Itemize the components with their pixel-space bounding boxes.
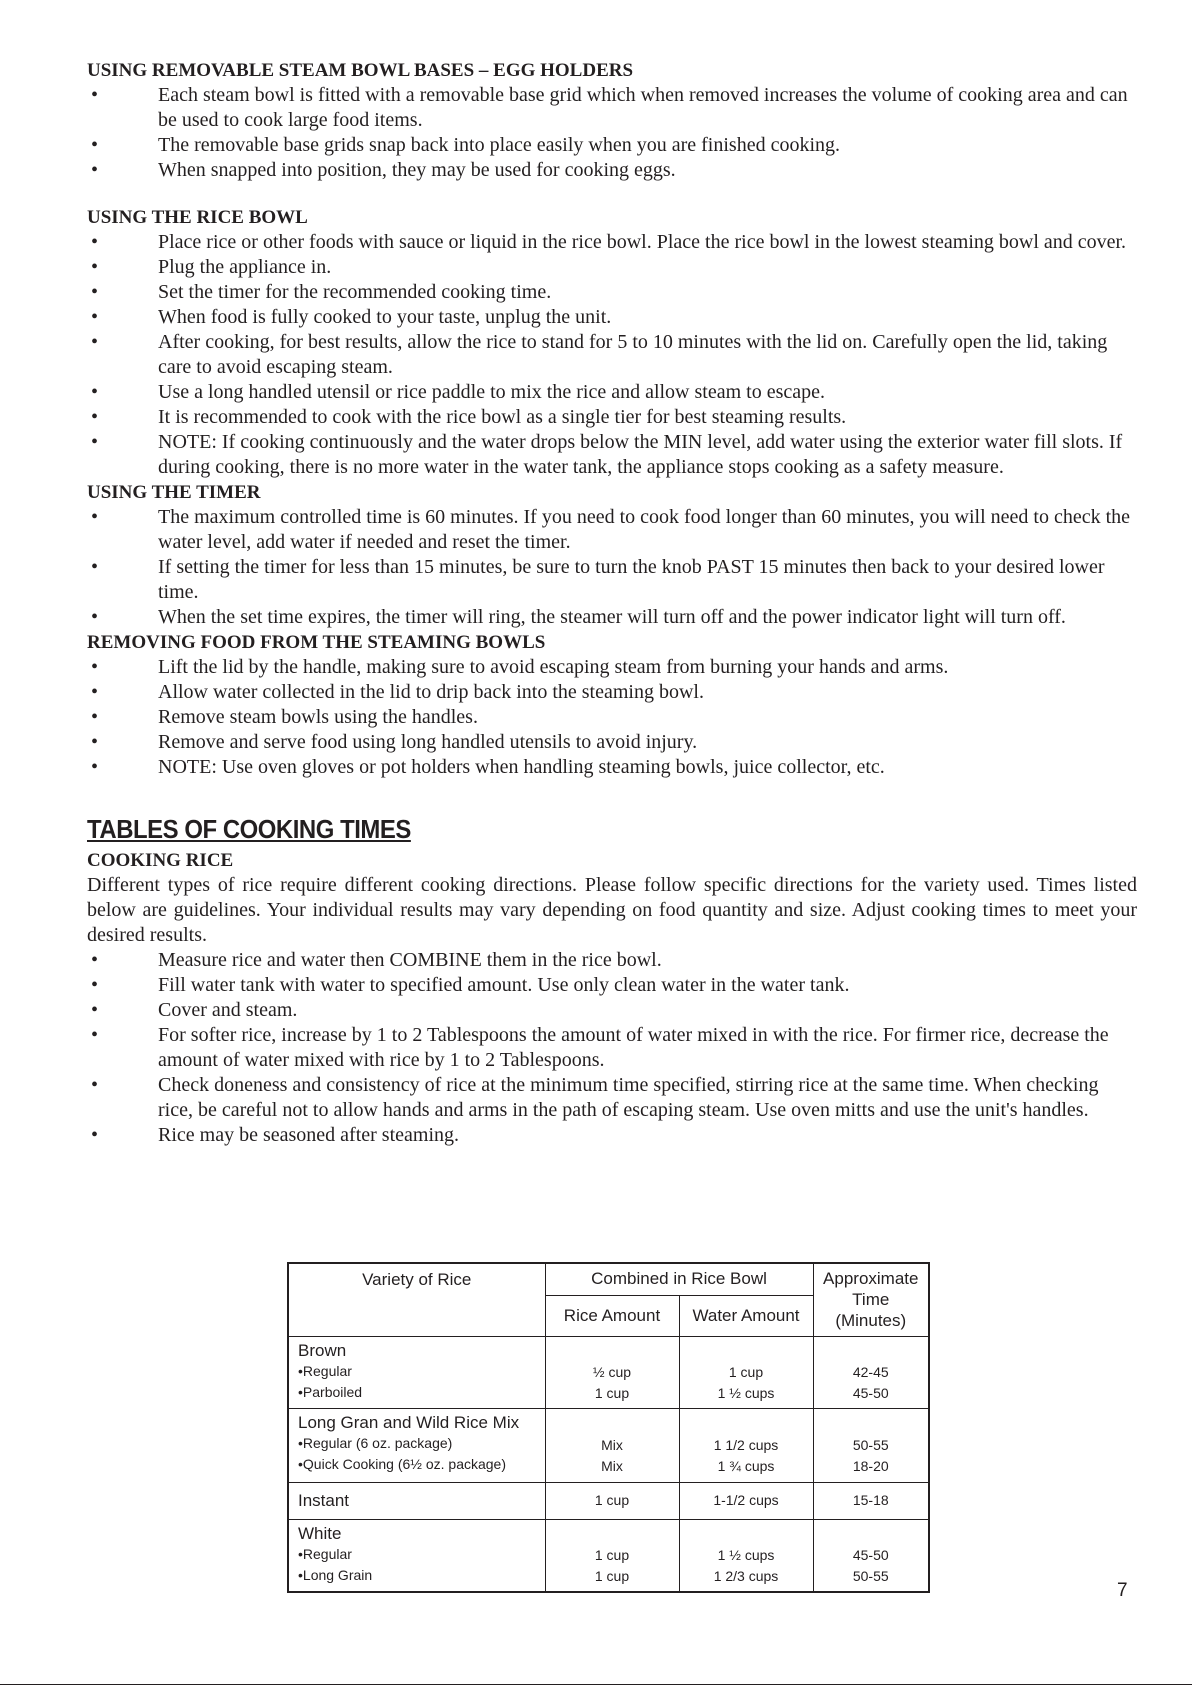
bullet-item: • For softer rice, increase by 1 to 2 Tablespoons the amount of water mixed in with the rice. For firmer rice, decrease the amount of water mixed with rice by 1 to 2 Tablespoons. (87, 1023, 1137, 1073)
bullet-list (87, 655, 1137, 780)
water-amount-cell: 1-1/2 cups (679, 1482, 813, 1519)
time-cell: 42-45 45-50 (813, 1336, 929, 1408)
bullet-item: • When the set time expires, the timer will ring, the steamer will turn off and the power indicator light will turn off. (87, 605, 1137, 630)
rice-bullet-list (87, 948, 1137, 1148)
section-heading: USING THE RICE BOWL (87, 207, 308, 228)
bullet-item: • When snapped into position, they may be used for cooking eggs. (87, 158, 1137, 183)
cooking-rice-intro: Different types of rice require different cooking directions. Please follow specific directions for the variety used. Times listed below are guidelines. Your individual results may vary depending on food quantity and size. Adjust cooking times to meet your desired results. (87, 874, 1137, 946)
bullet-item: • Lift the lid by the handle, making sure to avoid escaping steam from burning your hands and arms. (87, 655, 1137, 680)
water-amount-cell: 1 1/2 cups 1 ¾ cups (679, 1408, 813, 1482)
bullet-item: • NOTE: If cooking continuously and the water drops below the MIN level, add water using the exterior water fill slots. If during cooking, there is no more water in the water tank, the appliance stops cooking as a safety measure. (87, 430, 1137, 480)
section-heading: USING THE TIMER (87, 482, 261, 503)
header-rice-amount: Rice Amount (545, 1295, 679, 1336)
bullet-item: • Fill water tank with water to specified amount. Use only clean water in the water tank. (87, 973, 1137, 998)
table-row (288, 1336, 929, 1408)
time-cell: 45-50 50-55 (813, 1519, 929, 1592)
water-amount-cell: 1 ½ cups 1 2/3 cups (679, 1519, 813, 1592)
bullet-item: • Remove steam bowls using the handles. (87, 705, 1137, 730)
variety-cell: Brown •Regular •Parboiled (288, 1336, 545, 1408)
bullet-item: • Set the timer for the recommended cooking time. (87, 280, 1137, 305)
header-combined: Combined in Rice Bowl (545, 1263, 813, 1295)
water-amount-cell: 1 cup 1 ½ cups (679, 1336, 813, 1408)
bullet-list (87, 230, 1137, 480)
table-row (288, 1519, 929, 1592)
table-row (288, 1408, 929, 1482)
rice-cooking-table (287, 1262, 930, 1593)
bullet-item: • Each steam bowl is fitted with a removable base grid which when removed increases the volume of cooking area and can be used to cook large food items. (87, 83, 1137, 133)
bullet-item: • Rice may be seasoned after steaming. (87, 1123, 1137, 1148)
header-variety: Variety of Rice (288, 1263, 545, 1336)
time-cell: 15-18 (813, 1482, 929, 1519)
bullet-item: • Plug the appliance in. (87, 255, 1137, 280)
bullet-item: • The maximum controlled time is 60 minutes. If you need to cook food longer than 60 minutes, you will need to check the water level, add water if needed and reset the timer. (87, 505, 1137, 555)
bullet-item: • Remove and serve food using long handled utensils to avoid injury. (87, 730, 1137, 755)
variety-cell: Long Gran and Wild Rice Mix •Regular (6 oz. package) •Quick Cooking (6½ oz. package) (288, 1408, 545, 1482)
table-row (288, 1482, 929, 1519)
header-time: Approximate Time (Minutes) (813, 1263, 929, 1336)
bullet-item: • Check doneness and consistency of rice at the minimum time specified, stirring rice at the same time. When checking rice, be careful not to allow hands and arms in the path of escaping steam. Use oven mitts and use the unit's handles. (87, 1073, 1137, 1123)
section-heading: REMOVING FOOD FROM THE STEAMING BOWLS (87, 632, 546, 653)
bullet-list (87, 83, 1137, 183)
bullet-item: • Measure rice and water then COMBINE them in the rice bowl. (87, 948, 1137, 973)
bullet-item: • Place rice or other foods with sauce or liquid in the rice bowl. Place the rice bowl in the lowest steaming bowl and cover. (87, 230, 1137, 255)
cooking-rice-heading: COOKING RICE (87, 850, 234, 871)
header-water-amount: Water Amount (679, 1295, 813, 1336)
rice-amount-cell: Mix Mix (545, 1408, 679, 1482)
table-header-row (288, 1263, 929, 1295)
bullet-item: • Use a long handled utensil or rice paddle to mix the rice and allow steam to escape. (87, 380, 1137, 405)
variety-cell: White •Regular •Long Grain (288, 1519, 545, 1592)
bullet-item: • NOTE: Use oven gloves or pot holders when handling steaming bowls, juice collector, etc. (87, 755, 1137, 780)
tables-title: TABLES OF COOKING TIMES (87, 814, 411, 844)
page-number: 7 (1117, 1580, 1128, 1601)
bullet-item: • When food is fully cooked to your taste, unplug the unit. (87, 305, 1137, 330)
rice-amount-cell: 1 cup 1 cup (545, 1519, 679, 1592)
manual-page (87, 58, 1137, 1148)
bullet-item: • If setting the timer for less than 15 minutes, be sure to turn the knob PAST 15 minutes then back to your desired lower time. (87, 555, 1137, 605)
section-removing-food (87, 630, 1137, 780)
bullet-item: • After cooking, for best results, allow the rice to stand for 5 to 10 minutes with the lid on. Carefully open the lid, taking care to avoid escaping steam. (87, 330, 1137, 380)
bullet-item: • Cover and steam. (87, 998, 1137, 1023)
rice-amount-cell: ½ cup 1 cup (545, 1336, 679, 1408)
bullet-item: • It is recommended to cook with the rice bowl as a single tier for best steaming results. (87, 405, 1137, 430)
bullet-item: • The removable base grids snap back into place easily when you are finished cooking. (87, 133, 1137, 158)
time-cell: 50-55 18-20 (813, 1408, 929, 1482)
bullet-item: • Allow water collected in the lid to drip back into the steaming bowl. (87, 680, 1137, 705)
section-timer (87, 480, 1137, 630)
section-egg-holders (87, 58, 1137, 183)
variety-cell: Instant (288, 1482, 545, 1519)
section-heading: USING REMOVABLE STEAM BOWL BASES – EGG HOLDERS (87, 60, 634, 81)
rice-amount-cell: 1 cup (545, 1482, 679, 1519)
bullet-list (87, 505, 1137, 630)
section-rice-bowl (87, 205, 1137, 480)
